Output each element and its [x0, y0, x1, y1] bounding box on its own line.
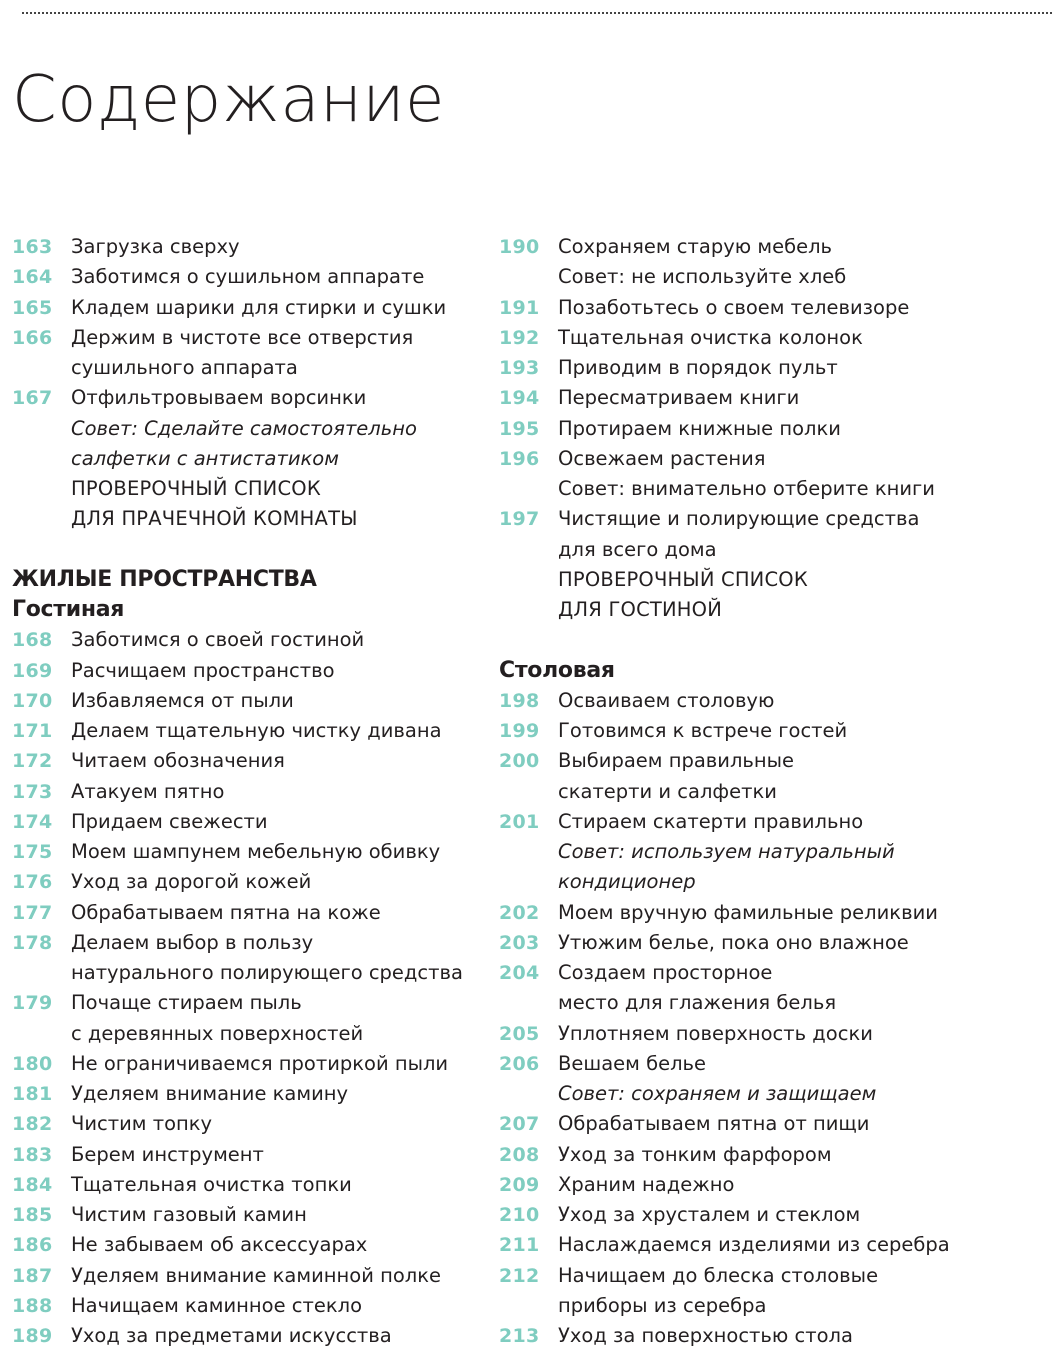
toc-entry[interactable] [12, 746, 492, 776]
page-number: 164 [12, 266, 53, 289]
toc-entry[interactable] [499, 1200, 1054, 1230]
page-number: 174 [12, 810, 53, 833]
toc-entry[interactable] [12, 232, 492, 262]
tip-row: Совет: Сделайте самостоятельно [71, 416, 417, 440]
entry-title: скатерти и салфетки [558, 779, 777, 803]
entry-title: Чистим газовый камин [71, 1203, 307, 1226]
toc-entry[interactable] [12, 1261, 492, 1291]
entry-title: Отфильтровываем ворсинки [71, 386, 367, 410]
page-number: 187 [12, 1264, 53, 1287]
page-number: 170 [12, 689, 53, 712]
page-number: 179 [12, 992, 53, 1015]
entry-title: Обрабатываем пятна от пищи [558, 1112, 870, 1136]
toc-entry[interactable] [499, 504, 1054, 534]
toc-entry[interactable] [499, 1170, 1054, 1200]
page-number: 167 [12, 387, 53, 410]
page-number: 208 [499, 1143, 540, 1166]
toc-entry[interactable] [12, 716, 492, 746]
toc-entry[interactable] [499, 232, 1054, 262]
toc-entry[interactable] [499, 1230, 1054, 1260]
toc-entry[interactable] [12, 1291, 492, 1321]
toc-entry-continuation [12, 958, 492, 988]
page-number: 207 [499, 1113, 540, 1136]
entry-title: Уход за тонким фарфором [558, 1142, 832, 1166]
page-number: 188 [12, 1294, 53, 1317]
page-number: 212 [499, 1264, 540, 1287]
tip-row: салфетки с антистатиком [71, 446, 339, 470]
toc-entry[interactable] [499, 1261, 1054, 1291]
entry-title: Заботимся о своей гостиной [71, 628, 365, 652]
toc-entry[interactable] [12, 867, 492, 897]
toc-entry[interactable] [499, 686, 1054, 716]
toc-column-right [499, 232, 1054, 1351]
toc-entry[interactable] [12, 807, 492, 837]
page-number: 195 [499, 417, 540, 440]
entry-title: Уделяем внимание каминной полке [71, 1263, 441, 1287]
toc-block-living-room [12, 625, 492, 1351]
entry-title: Держим в чистоте все отверстия [71, 325, 414, 349]
entry-title: Уход за хрусталем и стеклом [558, 1203, 861, 1226]
toc-entry[interactable] [499, 444, 1054, 474]
entry-title: Не ограничиваемся протиркой пыли [71, 1051, 449, 1075]
page-number: 196 [499, 447, 540, 470]
toc-entry[interactable] [499, 293, 1054, 323]
page-number: 191 [499, 296, 540, 319]
subsection-heading-dining-room: Столовая [499, 657, 615, 683]
toc-entry[interactable] [499, 928, 1054, 958]
entry-title: Атакуем пятно [71, 779, 225, 803]
toc-entry[interactable] [499, 383, 1054, 413]
checklist-link[interactable]: ДЛЯ ГОСТИНОЙ [558, 598, 722, 621]
page-number: 198 [499, 689, 540, 712]
entry-title: Стираем скатерти правильно [558, 809, 864, 833]
entry-title: Создаем просторное [558, 961, 773, 984]
toc-entry[interactable] [12, 1230, 492, 1260]
toc-entry-continuation [12, 1019, 492, 1049]
entry-title: Не забываем об аксессуарах [71, 1233, 368, 1257]
toc-entry[interactable] [12, 898, 492, 928]
page-title: Содержание [12, 63, 445, 137]
toc-entry-continuation [12, 353, 492, 383]
page-number: 173 [12, 780, 53, 803]
toc-entry[interactable] [499, 1019, 1054, 1049]
page-number: 190 [499, 236, 540, 258]
toc-entry-continuation [499, 777, 1054, 807]
page-number: 200 [499, 750, 540, 773]
entry-title: Загрузка сверху [71, 235, 240, 258]
page-number: 204 [499, 962, 540, 984]
checklist-link[interactable]: ПРОВЕРОЧНЫЙ СПИСОК [558, 567, 808, 591]
toc-entry[interactable] [499, 958, 1054, 988]
toc-entry[interactable] [12, 1200, 492, 1230]
page-number: 172 [12, 750, 53, 773]
toc-entry[interactable] [499, 353, 1054, 383]
entry-title: сушильного аппарата [71, 356, 298, 379]
entry-title: Почаще стираем пыль [71, 991, 302, 1015]
toc-entry[interactable] [499, 898, 1054, 928]
toc-entry[interactable] [12, 625, 492, 655]
toc-entry[interactable] [499, 716, 1054, 746]
toc-column-left [12, 232, 492, 1351]
tip-row: Совет: не используйте хлеб [558, 265, 847, 289]
toc-entry[interactable] [12, 777, 492, 807]
toc-entry-continuation: для всего дома [558, 537, 717, 561]
entry-title: Выбираем правильные [558, 749, 795, 773]
entry-title: Готовимся к встрече гостей [558, 719, 848, 742]
toc-entry[interactable] [12, 262, 492, 292]
toc-entry-continuation [499, 1291, 1054, 1321]
entry-title: с деревянных поверхностей [71, 1021, 364, 1045]
entry-title: Моем шампунем мебельную обивку [71, 840, 441, 863]
toc-entry[interactable] [499, 746, 1054, 776]
toc-entry[interactable] [499, 1321, 1054, 1351]
tip-row: Совет: используем натуральный [558, 840, 895, 863]
entry-title: Берем инструмент [71, 1142, 264, 1166]
entry-title: Уход за предметами искусства [71, 1324, 392, 1347]
toc-block-laundry [12, 232, 492, 414]
subsection-heading-living-room: Гостиная [12, 597, 125, 622]
page-number: 201 [499, 810, 540, 833]
page-number: 206 [499, 1052, 540, 1075]
entry-title: Моем вручную фамильные реликвии [558, 900, 938, 924]
page-number: 209 [499, 1173, 540, 1196]
entry-title: Пересматриваем книги [558, 386, 800, 410]
page-number: 205 [499, 1022, 540, 1045]
page-number: 211 [499, 1234, 540, 1257]
entry-title: Уплотняем поверхность доски [558, 1021, 873, 1045]
toc-block-linen [499, 898, 1054, 1080]
page-number: 185 [12, 1204, 53, 1226]
entry-title: Чистим топку [71, 1112, 213, 1136]
page-number: 194 [499, 387, 540, 410]
entry-title: Обрабатываем пятна на коже [71, 900, 381, 924]
toc-entry[interactable] [499, 1109, 1054, 1139]
page-number: 202 [499, 901, 540, 924]
toc-block-dining [499, 686, 1054, 837]
section-heading-living-spaces: ЖИЛЫЕ ПРОСТРАНСТВА [12, 566, 317, 592]
toc-entry[interactable] [499, 807, 1054, 837]
entry-title: Уделяем внимание камину [71, 1082, 349, 1105]
entry-title: Приводим в порядок пульт [558, 356, 838, 379]
page-number: 175 [12, 841, 53, 863]
toc-entry[interactable] [499, 1140, 1054, 1170]
entry-title: Храним надежно [558, 1172, 735, 1196]
entry-title: Уход за дорогой кожей [71, 870, 312, 894]
entry-title: Придаем свежести [71, 809, 268, 833]
page-number: 210 [499, 1204, 540, 1226]
page-number: 181 [12, 1083, 53, 1105]
toc-entry[interactable] [12, 928, 492, 958]
page-number: 182 [12, 1113, 53, 1136]
entry-title: Тщательная очистка топки [71, 1172, 352, 1196]
toc-entry[interactable] [12, 1170, 492, 1200]
page-number: 180 [12, 1052, 53, 1075]
page-number: 197 [499, 508, 540, 531]
checklist-link[interactable]: ДЛЯ ПРАЧЕЧНОЙ КОМНАТЫ [71, 507, 358, 531]
toc-entry[interactable] [12, 1140, 492, 1170]
page-number: 176 [12, 871, 53, 894]
page-number: 193 [499, 357, 540, 379]
toc-entry[interactable] [12, 1109, 492, 1139]
page-number: 213 [499, 1325, 540, 1347]
entry-title: Осваиваем столовую [558, 688, 775, 712]
entry-title: Заботимся о сушильном аппарате [71, 265, 425, 289]
page-number: 171 [12, 720, 53, 742]
tip-row: Совет: сохраняем и защищаем [558, 1082, 877, 1105]
page-number: 192 [499, 326, 540, 349]
checklist-link[interactable]: ПРОВЕРОЧНЫЙ СПИСОК [71, 477, 321, 500]
toc-entry[interactable] [12, 686, 492, 716]
page-number: 203 [499, 931, 540, 954]
entry-title: Утюжим белье, пока оно влажное [558, 930, 909, 954]
entry-title: Тщательная очистка колонок [558, 325, 863, 349]
entry-title: Чистящие и полирующие средства [558, 507, 920, 531]
toc-entry[interactable] [499, 414, 1054, 444]
entry-title: Вешаем белье [558, 1051, 707, 1075]
toc-entry[interactable] [499, 1049, 1054, 1079]
page-number: 177 [12, 901, 53, 924]
entry-title: Освежаем растения [558, 446, 766, 470]
page-number: 183 [12, 1143, 53, 1166]
page-number: 184 [12, 1173, 53, 1196]
toc-entry[interactable] [12, 656, 492, 686]
page-number: 168 [12, 629, 53, 652]
toc-entry[interactable] [499, 323, 1054, 353]
entry-title: Сохраняем старую мебель [558, 235, 833, 258]
entry-title: Позаботьтесь о своем телевизоре [558, 295, 910, 319]
toc-entry[interactable] [12, 323, 492, 353]
page-number: 166 [12, 326, 53, 349]
entry-title: Избавляемся от пыли [71, 688, 294, 712]
entry-title: натурального полирующего средства [71, 961, 463, 984]
entry-title: место для глажения белья [558, 991, 837, 1015]
entry-title: Начищаем до блеска столовые [558, 1263, 879, 1287]
toc-entry[interactable] [12, 1079, 492, 1109]
toc-entry[interactable] [12, 988, 492, 1018]
dotted-rule [22, 12, 1052, 14]
entry-title: Кладем шарики для стирки и сушки [71, 295, 447, 319]
entry-title: Уход за поверхностью стола [558, 1324, 853, 1347]
entry-title: Наслаждаемся изделиями из серебра [558, 1233, 950, 1257]
toc-block-tableware [499, 1109, 1054, 1351]
tip-row: Совет: внимательно отберите книги [558, 477, 935, 500]
toc-entry[interactable] [12, 837, 492, 867]
page-number: 169 [12, 659, 53, 682]
page-number: 178 [12, 931, 53, 954]
entry-title: приборы из серебра [558, 1293, 767, 1317]
entry-title: Начищаем каминное стекло [71, 1293, 363, 1317]
page-number: 189 [12, 1325, 53, 1347]
toc-block-electronics [499, 293, 1054, 475]
entry-title: Делаем выбор в пользу [71, 930, 314, 954]
page-number: 165 [12, 296, 53, 319]
page-number: 163 [12, 236, 53, 258]
toc-entry[interactable] [12, 1321, 492, 1351]
toc-entry[interactable] [12, 1049, 492, 1079]
tip-row: кондиционер [558, 870, 696, 894]
page-number: 199 [499, 720, 540, 742]
entry-title: Делаем тщательную чистку дивана [71, 719, 442, 742]
entry-title: Протираем книжные полки [558, 416, 841, 440]
page-number: 186 [12, 1234, 53, 1257]
entry-title: Расчищаем пространство [71, 658, 335, 682]
toc-entry-continuation [499, 988, 1054, 1018]
toc-entry[interactable] [12, 383, 492, 413]
entry-title: Читаем обозначения [71, 749, 285, 773]
toc-entry[interactable] [12, 293, 492, 323]
